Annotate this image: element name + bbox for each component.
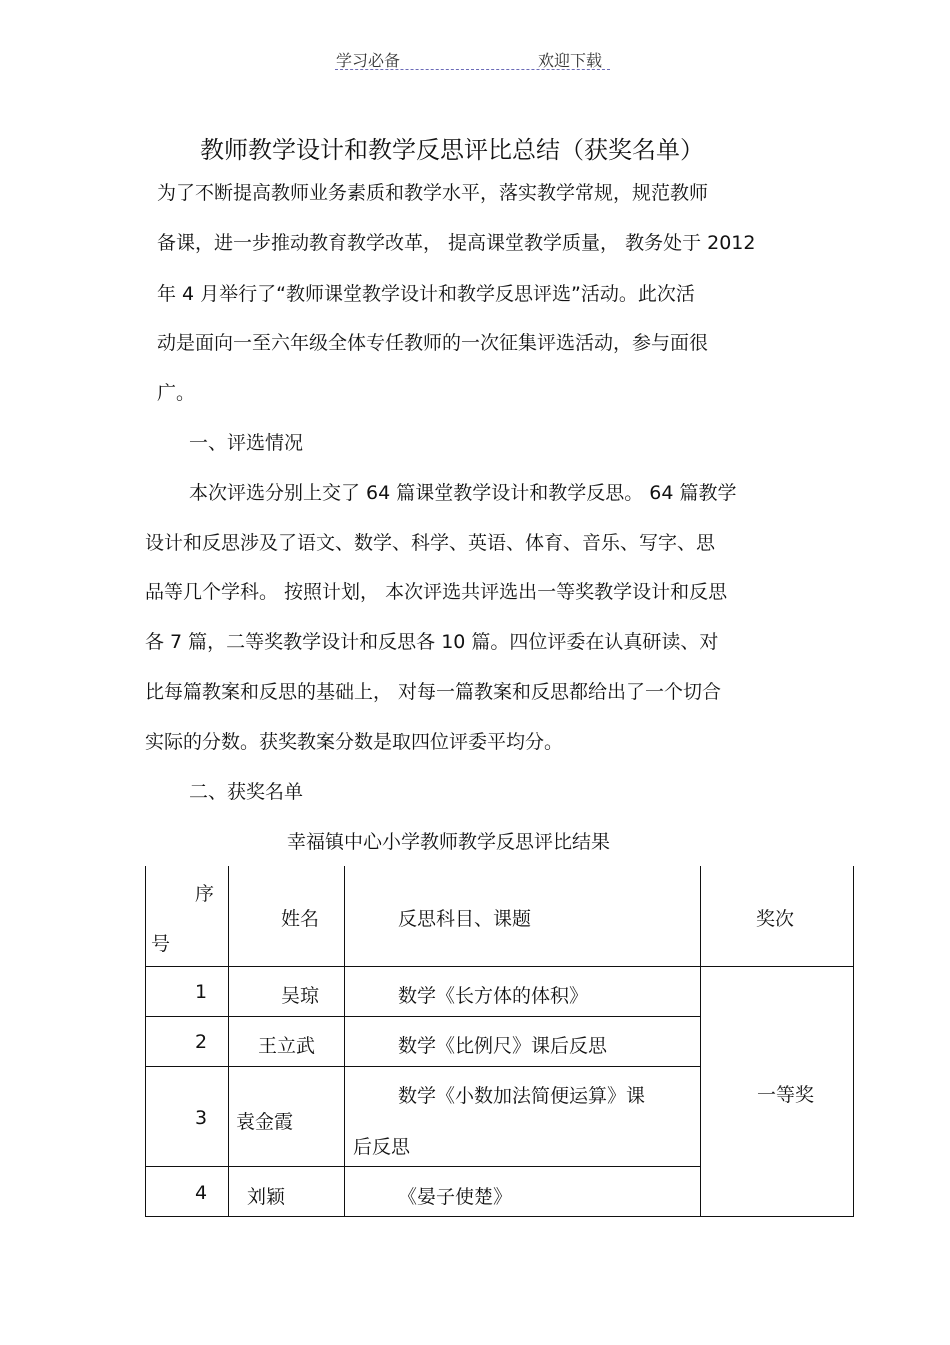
table-divider: [344, 866, 345, 1217]
table-border-right: [853, 866, 854, 1217]
intro-line: 年 4 月举行了“教师课堂教学设计和教学反思评选”活动。此次活: [157, 283, 695, 305]
table-cell-seq: 3: [195, 1107, 208, 1129]
table-divider: [145, 966, 854, 967]
table-header-seq: 号: [151, 933, 171, 955]
intro-line: 广。: [157, 382, 196, 404]
header-rule: [335, 69, 610, 70]
table-header-topic: 反思科目、课题: [398, 908, 532, 930]
table-cell-award: 一等奖: [757, 1084, 815, 1106]
table-divider: [228, 866, 229, 1217]
section1-heading: 一、评选情况: [189, 432, 304, 454]
section1-line: 本次评选分别上交了 64 篇课堂教学设计和教学反思。 64 篇教学: [189, 482, 737, 504]
table-header-seq: 序: [195, 883, 215, 905]
table-divider: [145, 1066, 701, 1067]
table-header-name: 姓名: [281, 908, 320, 930]
table-cell-name: 刘颖: [247, 1186, 286, 1208]
section1-line: 品等几个学科。 按照计划， 本次评选共评选出一等奖教学设计和反思: [145, 581, 728, 603]
table-border-bottom: [145, 1216, 854, 1217]
table-caption: 幸福镇中心小学教师教学反思评比结果: [287, 831, 611, 853]
section1-line: 各 7 篇，二等奖教学设计和反思各 10 篇。四位评委在认真研读、对: [145, 631, 719, 653]
table-cell-name: 吴琼: [281, 985, 320, 1007]
document-title: 教师教学设计和教学反思评比总结（获奖名单）: [200, 136, 704, 164]
header-left-text: 学习必备: [336, 51, 401, 70]
table-cell-topic: 数学《小数加法简便运算》课: [398, 1085, 646, 1107]
header-right-text: 欢迎下载: [538, 51, 603, 70]
table-divider: [145, 1166, 701, 1167]
table-divider: [145, 1016, 701, 1017]
table-divider: [700, 866, 701, 1217]
intro-line: 备课，进一步推动教育教学改革， 提高课堂教学质量， 教务处于 2012: [157, 232, 756, 254]
table-cell-seq: 1: [195, 981, 208, 1003]
intro-line: 动是面向一至六年级全体专任教师的一次征集评选活动，参与面很: [157, 332, 709, 354]
section1-line: 实际的分数。获奖教案分数是取四位评委平均分。: [145, 731, 564, 753]
table-header-award: 奖次: [756, 908, 795, 930]
table-cell-topic: 数学《比例尺》课后反思: [398, 1035, 608, 1057]
table-cell-name: 袁金霞: [236, 1111, 294, 1133]
table-cell-name: 王立武: [258, 1035, 316, 1057]
section2-heading: 二、获奖名单: [189, 781, 304, 803]
table-cell-topic: 数学《长方体的体积》: [398, 985, 589, 1007]
section1-line: 比每篇教案和反思的基础上， 对每一篇教案和反思都给出了一个切合: [145, 681, 722, 703]
intro-line: 为了不断提高教师业务素质和教学水平，落实教学常规，规范教师: [157, 182, 709, 204]
table-cell-topic: 后反思: [353, 1136, 411, 1158]
table-border-left: [145, 866, 146, 1217]
table-cell-seq: 2: [195, 1031, 208, 1053]
table-cell-seq: 4: [195, 1182, 208, 1204]
section1-line: 设计和反思涉及了语文、数学、科学、英语、体育、音乐、写字、思: [145, 532, 716, 554]
table-cell-topic: 《晏子使楚》: [398, 1186, 513, 1208]
